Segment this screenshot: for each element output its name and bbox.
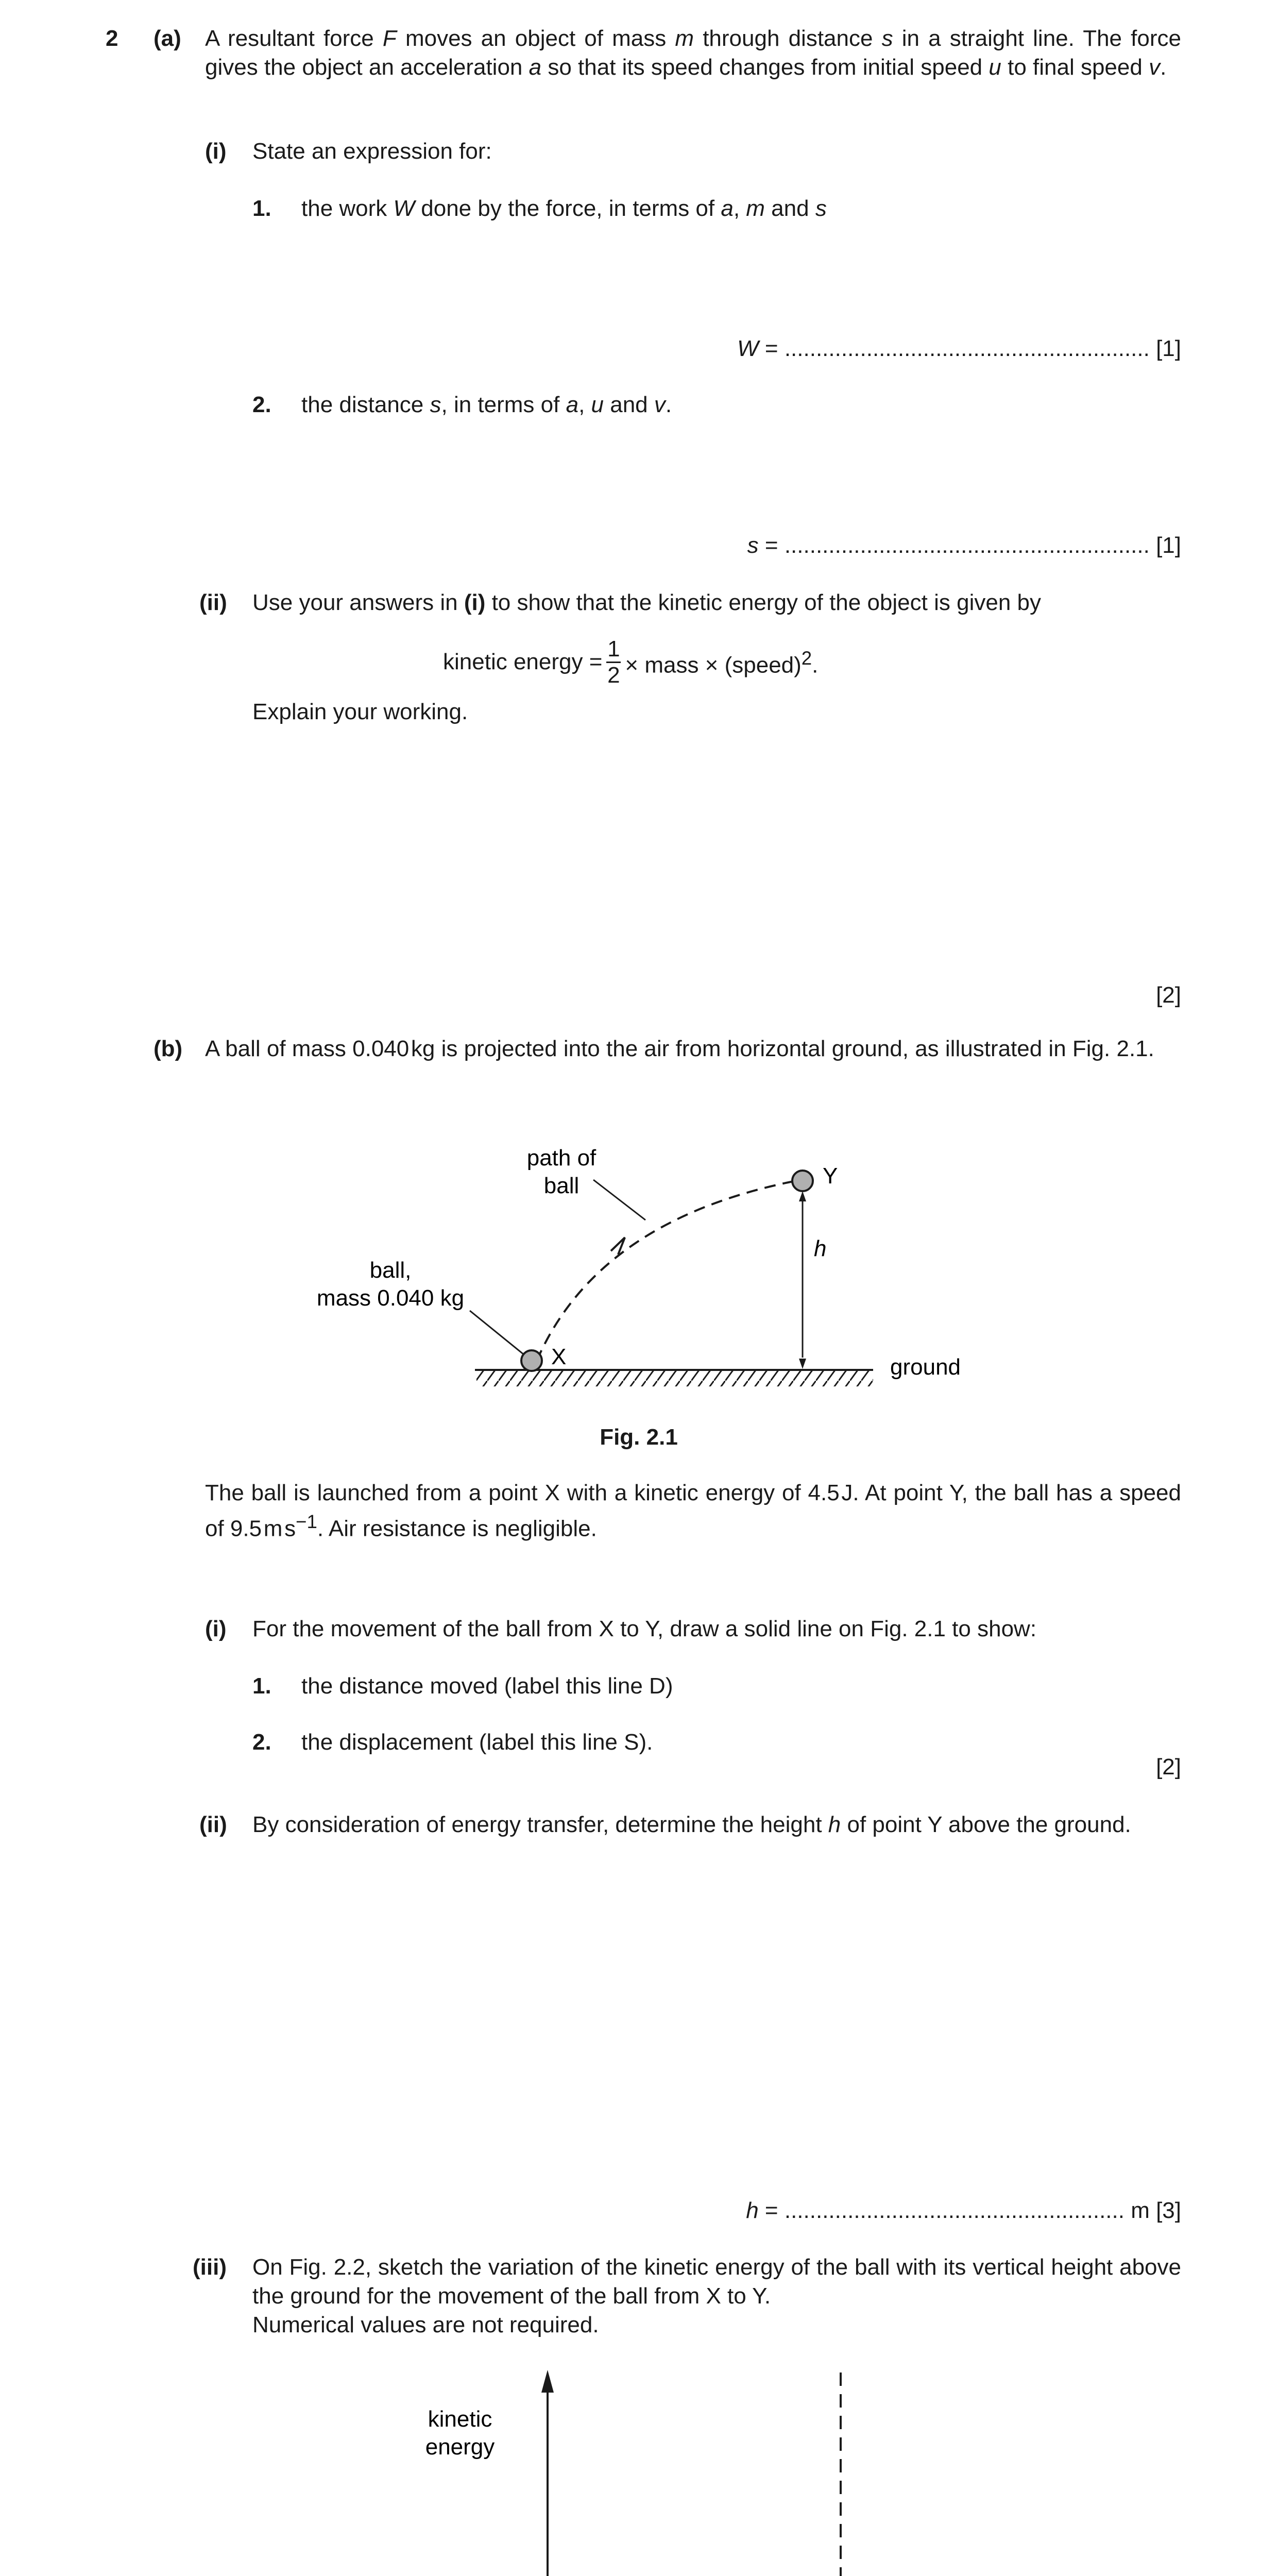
y-axis-label-line1: kinetic bbox=[428, 2406, 492, 2432]
part-a-i-item2-text: the distance s, in terms of a, u and v. bbox=[301, 392, 672, 417]
part-a-label: (a) bbox=[154, 26, 181, 51]
part-b-i-item1-text: the distance moved (label this line D) bbox=[301, 1673, 673, 1699]
height-arrow-top bbox=[799, 1191, 806, 1201]
ball-path-dashed bbox=[537, 1181, 793, 1361]
ball-at-y bbox=[792, 1171, 813, 1191]
answer-line-w[interactable]: W = .......................................................... [1] bbox=[737, 336, 1181, 361]
part-b-i-label: (i) bbox=[205, 1616, 227, 1641]
fig-2-1-caption: Fig. 2.1 bbox=[600, 1425, 678, 1450]
path-label-line1: path of bbox=[526, 1145, 597, 1171]
formula-right: × mass × (speed)$^2$. bbox=[625, 648, 819, 678]
part-a-ii-text: Use your answers in (i) to show that the kinetic energy of the object is given by bbox=[252, 590, 1041, 615]
part-b-ii-label: (ii) bbox=[199, 1812, 227, 1837]
point-y-label: Y bbox=[823, 1163, 838, 1189]
part-b-iii-text: On Fig. 2.2, sketch the variation of the kinetic energy of the ball with its vertical height above the ground for the movement of the ball from X to Y. bbox=[252, 2255, 1181, 2309]
ground-hatching bbox=[476, 1371, 873, 1386]
height-h-label: h bbox=[814, 1236, 827, 1261]
part-b-label: (b) bbox=[154, 1036, 183, 1061]
path-label-leader bbox=[593, 1180, 645, 1220]
ground-label: ground bbox=[890, 1354, 961, 1380]
figure-2-1 bbox=[0, 1103, 1278, 1412]
part-b-i-item2-number: 2. bbox=[252, 1730, 271, 1755]
part-b-iii-label: (iii) bbox=[193, 2255, 227, 2280]
part-b-i-marks: [2] bbox=[1156, 1754, 1181, 1780]
ball-at-x bbox=[521, 1350, 542, 1371]
ball-label-line2: mass 0.040 kg bbox=[316, 1285, 465, 1311]
part-a-intro: A resultant force F moves an object of mass m through distance s in a straight line. The force gives the object an acceleration a so that its speed changes from initial speed u to final speed v. bbox=[205, 26, 1181, 80]
formula-left: kinetic energy = bbox=[443, 649, 603, 674]
part-a-i-text: State an expression for: bbox=[252, 139, 492, 164]
figure-2-2 bbox=[0, 2349, 1278, 2576]
part-a-ii-label: (ii) bbox=[199, 590, 227, 615]
ball-label-leader bbox=[470, 1311, 524, 1355]
part-b-i-item2-text: the displacement (label this line S). bbox=[301, 1730, 653, 1755]
fraction-denominator: 2 bbox=[607, 662, 620, 688]
part-a-i-label: (i) bbox=[205, 139, 227, 164]
y-axis-arrowhead bbox=[541, 2370, 554, 2393]
part-a-i-item1-text: the work W done by the force, in terms of a, m and s bbox=[301, 196, 827, 221]
part-a-i-item2-number: 2. bbox=[252, 392, 271, 417]
height-arrow-bottom bbox=[799, 1359, 806, 1369]
part-b-i-text: For the movement of the ball from X to Y, draw a solid line on Fig. 2.1 to show: bbox=[252, 1616, 1037, 1641]
part-b-i-item1-number: 1. bbox=[252, 1673, 271, 1699]
point-x-label: X bbox=[551, 1344, 567, 1369]
part-b-iii-text2: Numerical values are not required. bbox=[252, 2312, 599, 2337]
fraction-numerator: 1 bbox=[607, 636, 620, 662]
part-a-i-item1-number: 1. bbox=[252, 196, 271, 221]
path-label-line2: ball bbox=[543, 1173, 580, 1198]
kinetic-energy-formula bbox=[443, 634, 818, 690]
ball-label-line1: ball, bbox=[369, 1258, 412, 1283]
y-axis-label-line2: energy bbox=[425, 2434, 495, 2460]
part-b-intro: A ball of mass 0.040 kg is projected into the air from horizontal ground, as illustrated in Fig. 2.1. bbox=[205, 1036, 1154, 1061]
part-b-text: The ball is launched from a point X with a kinetic energy of 4.5 J. At point Y, the ball has a speed of 9.5 m $s^{-1}$. Air resistance is negligible. bbox=[205, 1480, 1181, 1541]
fraction-one-half bbox=[606, 637, 621, 688]
answer-line-h[interactable]: h = ...................................................... m [3] bbox=[746, 2198, 1181, 2223]
part-a-ii-explain: Explain your working. bbox=[252, 699, 468, 724]
part-b-ii-text: By consideration of energy transfer, determine the height h of point Y above the ground. bbox=[252, 1812, 1131, 1837]
question-number: 2 bbox=[106, 26, 118, 51]
part-a-ii-marks: [2] bbox=[1156, 982, 1181, 1008]
answer-line-s[interactable]: s = .......................................................... [1] bbox=[747, 533, 1181, 558]
